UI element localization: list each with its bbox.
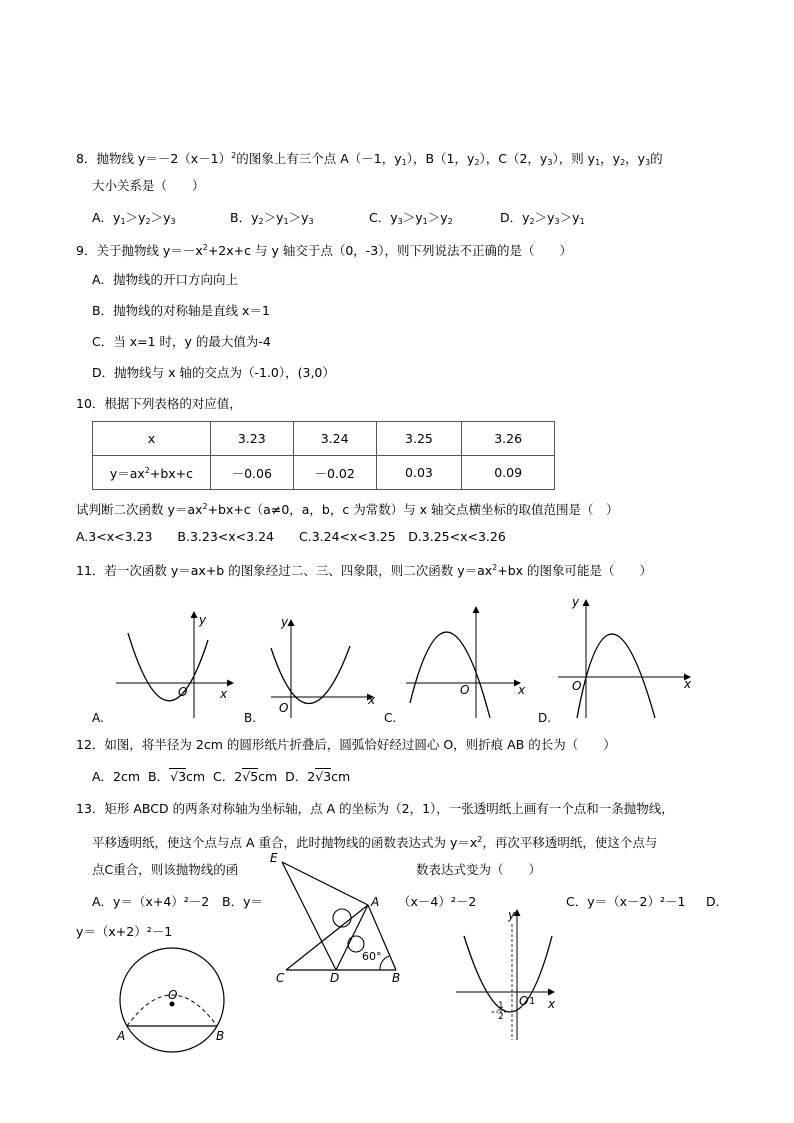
value-table (92, 421, 555, 490)
graph-c (384, 607, 526, 725)
svg-text:y: y (572, 595, 580, 609)
q8-option-c: C．$y_3>y_1>y_2$ (369, 210, 453, 226)
q13-option-d-post: y＝（x+2）²－1 (76, 924, 173, 939)
graph-a (92, 612, 233, 725)
q9-option-b: B．抛物线的对称轴是直线 x＝1 (92, 303, 270, 318)
circle-fold-figure (112, 942, 232, 1062)
table-row (93, 456, 555, 490)
svg-text:y: y (281, 615, 289, 629)
table-cell: $y=ax^2+bx+c$ (93, 456, 211, 490)
svg-text:O: O (460, 683, 470, 697)
q13-option-b-pre: B．y＝ (222, 894, 263, 909)
svg-text:x: x (220, 687, 228, 701)
svg-text:y: y (199, 613, 207, 627)
q11-stem: 11．若一次函数 y＝ax+b 的图象经过二、三、四象限，则二次函数 $y=ax^2+bx$ 的图象可能是（ ） (76, 563, 653, 578)
svg-text:x: x (518, 683, 526, 697)
q13-option-d-pre: D． (706, 894, 729, 909)
svg-text:A.: A. (92, 711, 104, 725)
table-cell: 3.25 (376, 422, 462, 456)
q9-option-a: A．抛物线的开口方向向上 (92, 272, 239, 287)
q12-stem: 12．如图，将半径为 2cm 的圆形纸片折叠后，圆弧恰好经过圆心 O，则折痕 AB 的长为（ ） (76, 737, 616, 752)
svg-text:A: A (117, 1029, 126, 1043)
q13-line2: 平移透明纸，使这个点与点 A 重合，此时抛物线的函数表达式为 $y=x^2$，再次平移透明纸，使这个点与 (92, 835, 658, 850)
q11-graphs (88, 590, 698, 730)
q13-option-c: C．y＝（x－2）²－1 (566, 894, 686, 909)
table-cell: 3.23 (210, 422, 293, 456)
q9-option-c: C．当 x=1 时，y 的最大值为-4 (92, 334, 271, 349)
svg-text:2: 2 (498, 1012, 504, 1022)
svg-text:1: 1 (498, 1001, 504, 1011)
table-cell: 0.03 (376, 456, 462, 490)
table-cell: －0.02 (293, 456, 376, 490)
svg-text:A: A (371, 895, 380, 909)
svg-text:x: x (368, 693, 376, 707)
triangle-figure (268, 848, 408, 986)
svg-text:O: O (168, 988, 178, 1002)
q13-line1: 13．矩形 ABCD 的两条对称轴为坐标轴，点 A 的坐标为（2，1），一张透明纸上画有一个点和一条抛物线， (76, 801, 674, 816)
q12-options: A．2cm B．√3cm C．2√5cm D．2√3cm (92, 769, 351, 784)
table-cell: 0.09 (462, 456, 555, 490)
table-row (93, 422, 555, 456)
svg-text:E: E (270, 851, 278, 865)
svg-text:B.: B. (244, 711, 257, 725)
svg-text:60°: 60° (362, 950, 382, 963)
q10-stem: 10．根据下列表格的对应值， (76, 396, 242, 411)
parabola-figure (452, 906, 564, 1042)
q8-stem: 8．抛物线 $y=-2(x-1)^2$的图象上有三个点 A（－1，$y_1$），B（1，$y_2$），C（2，$y_3$），则 $y_1$，$y_2$，$y_3$的 (76, 151, 663, 167)
table-cell: x (93, 422, 211, 456)
svg-text:1: 1 (529, 996, 536, 1007)
table-cell: 3.24 (293, 422, 376, 456)
q9-stem: 9．关于抛物线 $y=-x^2+2x+c$ 与 y 轴交于点（0，-3），则下列说法不正确的是（ ） (76, 243, 572, 258)
svg-text:C.: C. (384, 711, 397, 725)
q8-option-d: D．$y_2>y_3>y_1$ (500, 210, 585, 226)
q8-option-a: A．$y_1>y_2>y_3$ (92, 210, 176, 226)
svg-text:D.: D. (538, 711, 552, 725)
graph-b (244, 615, 376, 725)
svg-text:O: O (178, 685, 188, 699)
svg-text:O: O (279, 701, 289, 715)
q9-option-d: D．抛物线与 x 轴的交点为（-1.0），(3,0） (92, 365, 335, 380)
svg-text:B: B (392, 971, 401, 985)
svg-text:x: x (548, 997, 556, 1011)
q8-stem-line2: 大小关系是（ ） (92, 178, 205, 193)
svg-text:x: x (684, 677, 692, 691)
svg-text:D: D (330, 971, 340, 985)
svg-text:-: - (491, 1007, 495, 1018)
q10-question: 试判断二次函数 $y=ax^2+bx+c(a\ne 0$，a，b，c 为常数）与 x 轴交点横坐标的取值范围是（ ） (76, 502, 619, 517)
table-cell: －0.06 (210, 456, 293, 490)
svg-text:O: O (519, 994, 529, 1008)
table-cell: 3.26 (462, 422, 555, 456)
svg-text:C: C (276, 971, 285, 985)
q8-option-b: B．$y_2>y_1>y_3$ (230, 210, 314, 226)
svg-text:B: B (216, 1029, 225, 1043)
q10-options: A.3<x<3.23 B.3.23<x<3.24 C.3.24<x<3.25 D.3.25<x<3.26 (76, 529, 506, 544)
graph-d (538, 595, 692, 725)
svg-text:y: y (508, 908, 516, 922)
q13-option-b-post: （x－4）²－2 (398, 894, 477, 909)
svg-text:O: O (572, 679, 582, 693)
q13-line3a: 点C重合，则该抛物线的函 (92, 862, 239, 877)
q13-option-a: A．y＝（x+4）²－2 (92, 894, 210, 909)
q13-line3b: 数表达式变为（ ） (416, 862, 542, 877)
